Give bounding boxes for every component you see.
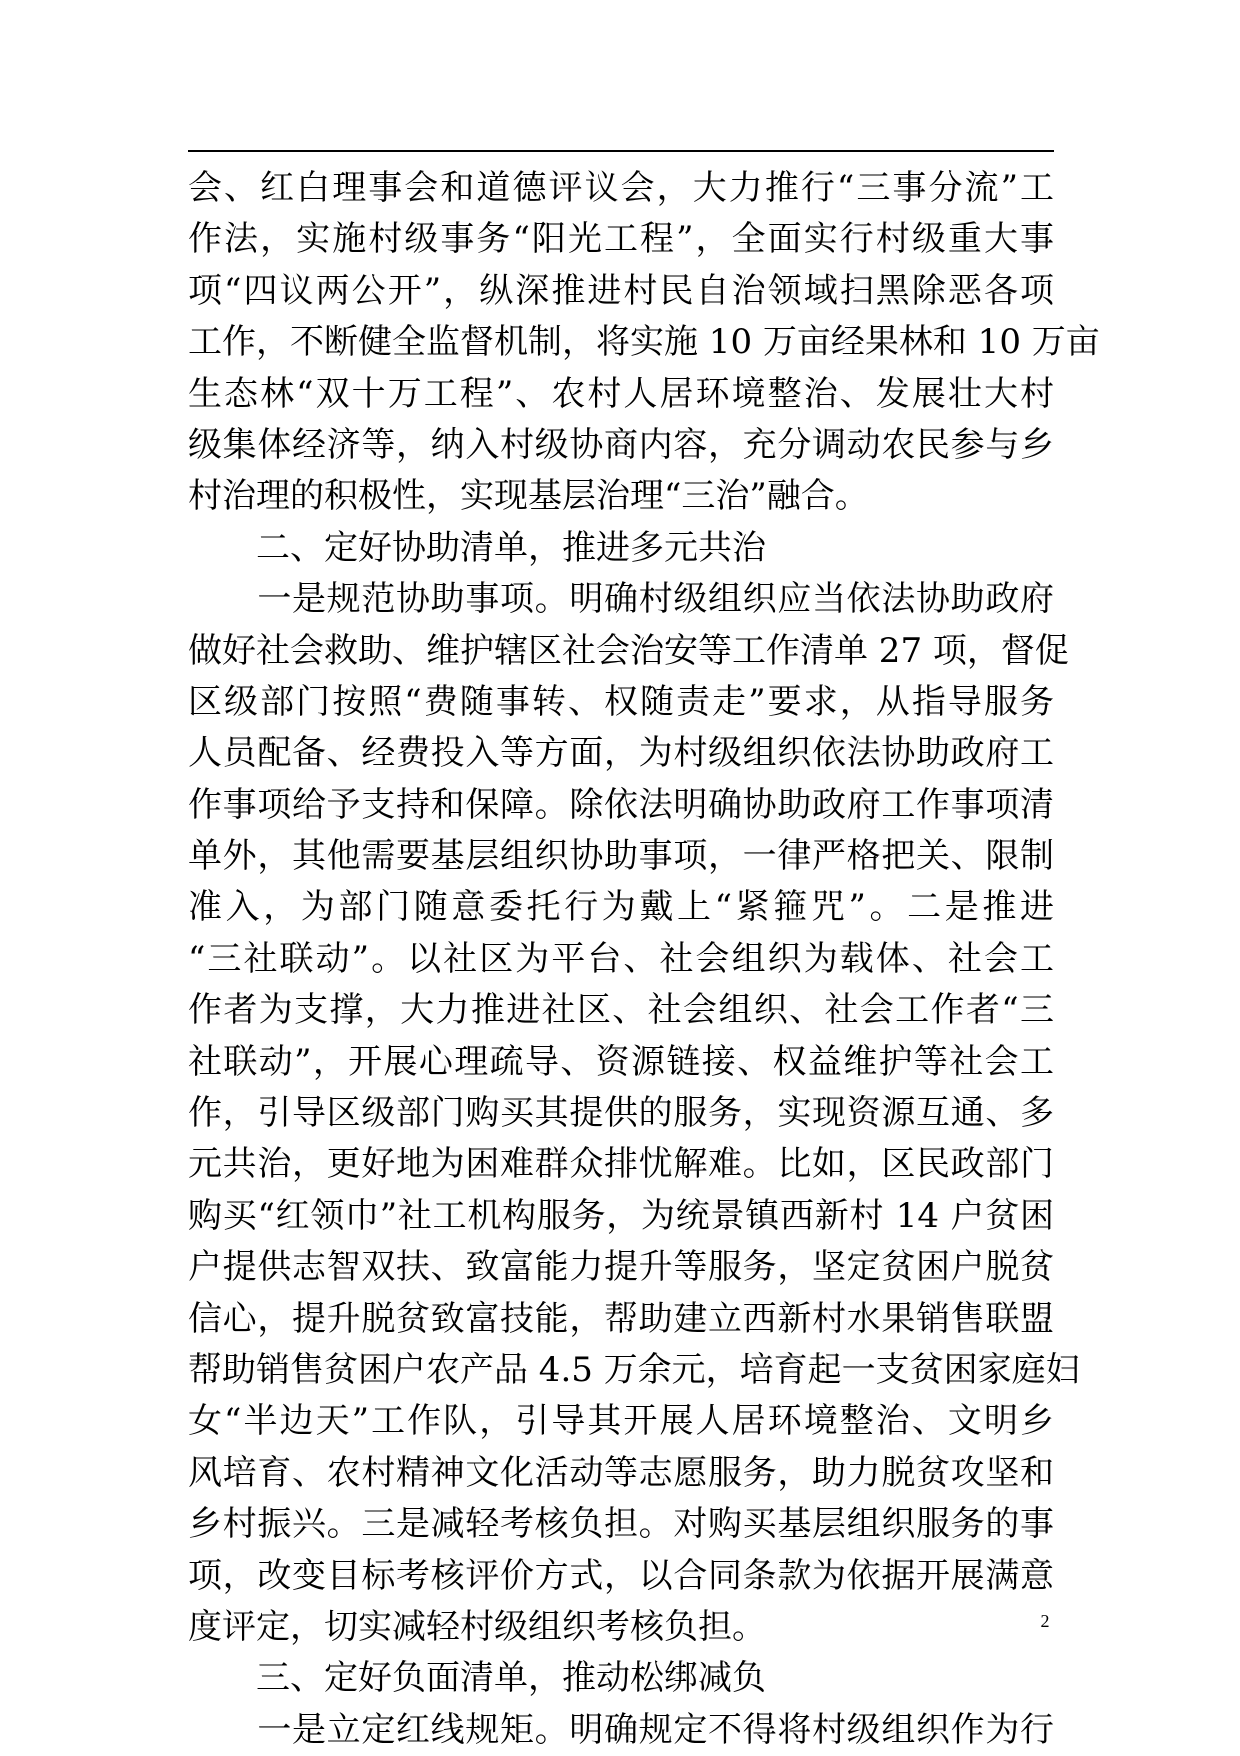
text-line: 女“半边天”工作队，引导其开展人居环境整治、文明乡 [188,1401,1054,1442]
text-line: 作者为支撑，大力推进社区、社会组织、社会工作者“三 [188,990,1054,1031]
text-line: 元共治，更好地为困难群众排忧解难。比如，区民政部门 [188,1144,1054,1185]
section-heading: 二、定好协助清单，推进多元共治 [188,527,766,568]
text-line: 作事项给予支持和保障。除依法明确协助政府工作事项清 [188,784,1054,825]
text-line: 作，引导区级部门购买其提供的服务，实现资源互通、多 [188,1093,1054,1134]
text-line: 区级部门按照“费随事转、权随责走”要求，从指导服务 [188,681,1054,722]
text-line: 准入，为部门随意委托行为戴上“紧箍咒”。二是推进 [188,887,1054,928]
text-line: 一是规范协助事项。明确村级组织应当依法协助政府 [188,579,1054,620]
text-line: 做好社会救助、维护辖区社会治安等工作清单 27 项，督促 [188,630,1069,671]
text-line: 信心，提升脱贫致富技能，帮助建立西新村水果销售联盟 [188,1298,1054,1339]
body-text [188,163,1100,1756]
text-line: 人员配备、经费投入等方面，为村级组织依法协助政府工 [188,733,1054,774]
text-line: 级集体经济等，纳入村级协商内容，充分调动农民参与乡 [188,424,1054,465]
text-line: 村治理的积极性，实现基层治理“三治”融合。 [188,476,869,517]
text-line: 帮助销售贫困户农产品 4.5 万余元，培育起一支贫困家庭妇 [188,1349,1080,1390]
section-heading: 三、定好负面清单，推动松绑减负 [188,1658,766,1699]
page-number: 2 [1040,1611,1050,1631]
text-line: 风培育、农村精神文化活动等志愿服务，助力脱贫攻坚和 [188,1452,1054,1493]
text-line: 户提供志智双扶、致富能力提升等服务，坚定贫困户脱贫 [188,1247,1054,1288]
text-line: 乡村振兴。三是减轻考核负担。对购买基层组织服务的事 [188,1504,1054,1545]
text-line: 工作，不断健全监督机制，将实施 10 万亩经果林和 10 万亩 [188,322,1100,363]
text-line: 作法，实施村级事务“阳光工程”，全面实行村级重大事 [188,219,1054,260]
text-line: 一是立定红线规矩。明确规定不得将村级组织作为行 [188,1709,1054,1750]
text-line: 单外，其他需要基层组织协助事项，一律严格把关、限制 [188,836,1054,877]
text-line: “三社联动”。以社区为平台、社会组织为载体、社会工 [188,938,1054,979]
header-rule [188,150,1054,152]
text-line: 项，改变目标考核评价方式，以合同条款为依据开展满意 [188,1555,1054,1596]
text-line: 度评定，切实减轻村级组织考核负担。 [188,1606,766,1647]
text-line: 项“四议两公开”，纵深推进村民自治领域扫黑除恶各项 [188,270,1054,311]
text-line: 购买“红领巾”社工机构服务，为统景镇西新村 14 户贫困 [188,1195,1054,1236]
text-line: 生态林“双十万工程”、农村人居环境整治、发展壮大村 [188,373,1054,414]
text-line: 会、红白理事会和道德评议会，大力推行“三事分流”工 [188,168,1054,208]
text-line: 社联动”，开展心理疏导、资源链接、权益维护等社会工 [188,1041,1054,1082]
